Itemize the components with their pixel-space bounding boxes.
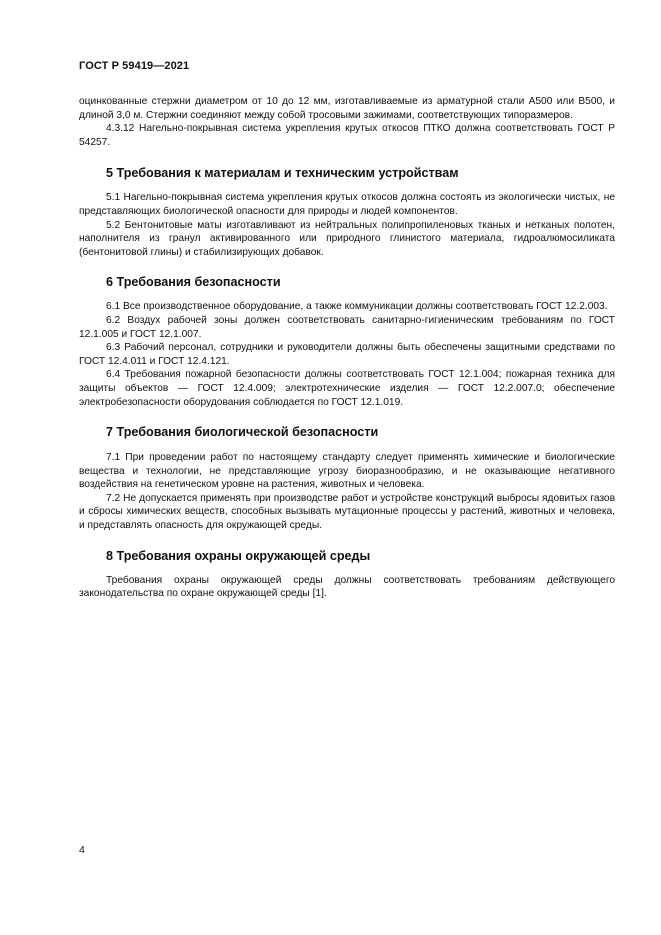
clause-5-2: 5.2 Бентонитовые маты изготавливают из нейтральных полипропиленовых тканых и нетканых полотен, наполнителя из гранул активированного или природного глинистого материала, гидроалюмосиликата (бентонитовой глины) и стабилизирующих добавок. xyxy=(79,219,615,258)
clause-5-1: 5.1 Нагельно-покрывная система укрепления крутых откосов должна состоять из экологически чистых, не представляющих биологической опасности для природы и людей компонентов. xyxy=(79,192,615,217)
clause-6-1: 6.1 Все производственное оборудование, а также коммуникации должны соответствовать ГОСТ 12.2.003. xyxy=(106,301,608,313)
clause-6-4: 6.4 Требования пожарной безопасности должны соответствовать ГОСТ 12.1.004; пожарная техника для защиты объектов — ГОСТ 12.4.009; электротехнические изделия — ГОСТ 12.2.007.0; обеспечение электробезопасности оборудования соблюдается по ГОСТ 12.1.019. xyxy=(79,369,615,408)
clause-6-3: 6.3 Рабочий персонал, сотрудники и руководители должны быть обеспечены защитными средствами по ГОСТ 12.4.011 и ГОСТ 12.4.121. xyxy=(79,342,615,367)
document-header: ГОСТ Р 59419—2021 xyxy=(79,60,190,72)
clause-4-3-12: 4.3.12 Нагельно-покрывная система укрепления крутых откосов ПТКО должна соответствовать ГОСТ Р 54257. xyxy=(79,123,615,148)
page-number: 4 xyxy=(79,844,85,856)
section-5-heading: 5 Требования к материалам и техническим устройствам xyxy=(106,166,459,181)
clause-7-1: 7.1 При проведении работ по настоящему стандарту следует применять химические и биологические вещества и технологии, не представляющие угрозу биоразнообразию, и не оказывающие негативного воздействия на генетическом уровне на растения, животных и человека. xyxy=(79,452,615,491)
clause-7-2: 7.2 Не допускается применять при производстве работ и устройстве конструкций выбросы ядовитых газов и сбросы химических веществ, способных вызывать мутационные процессы у растений, животных и человека, и представлять опасность для окружающей среды. xyxy=(79,492,615,532)
section-8-heading: 8 Требования охраны окружающей среды xyxy=(106,548,371,563)
intro-paragraph-continued: оцинкованные стержни диаметром от 10 до 12 мм, изготавливаемые из арматурной стали А500 или В500, и длиной 3,0 м. Стержни соединяют между собой тросовыми зажимами, соответствующих типоразмеров. xyxy=(79,96,615,121)
page-body xyxy=(79,95,615,601)
section-8-paragraph: Требования охраны окружающей среды должны соответствовать требованиям действующего законодательства по охране окружающей среды [1]. xyxy=(79,574,615,600)
section-7-heading: 7 Требования биологической безопасности xyxy=(106,425,379,440)
section-6-heading: 6 Требования безопасности xyxy=(106,275,281,290)
clause-6-2: 6.2 Воздух рабочей зоны должен соответствовать санитарно-гигиеническим требованиям по ГОСТ 12.1.005 и ГОСТ 12.1.007. xyxy=(79,314,615,340)
